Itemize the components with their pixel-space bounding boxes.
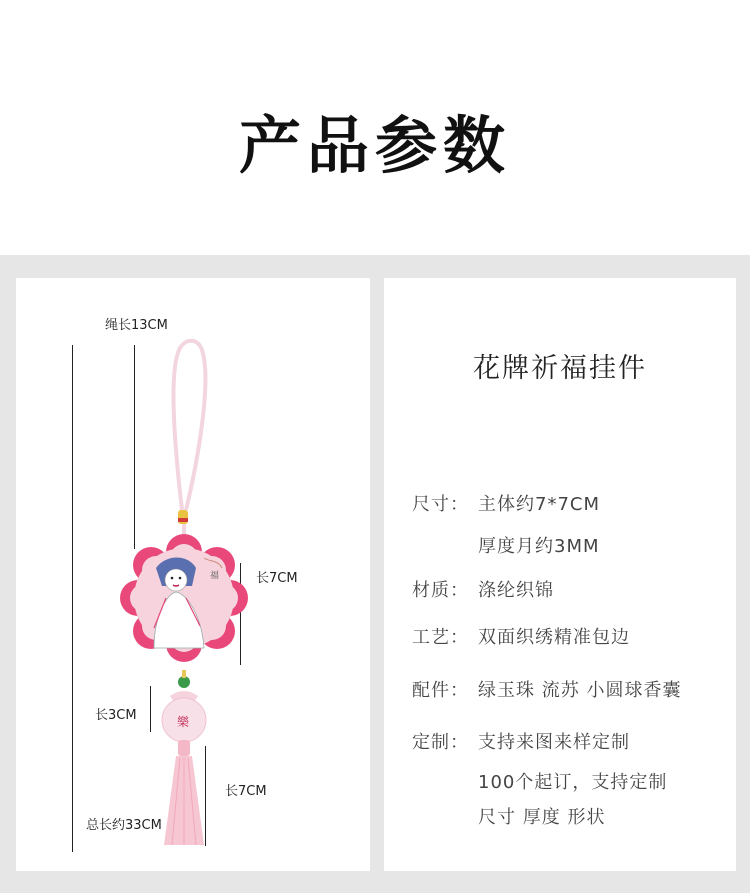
spec-row-accessories bbox=[412, 676, 681, 702]
svg-text:樂: 樂 bbox=[177, 715, 190, 729]
spec-value-accessories: 绿玉珠 流苏 小圆球香囊 bbox=[478, 680, 682, 701]
cord-loop bbox=[174, 341, 206, 510]
ball-length-label: 长3CM bbox=[95, 708, 137, 723]
header-section bbox=[0, 0, 750, 255]
spec-key-size: 尺寸： bbox=[412, 494, 469, 515]
spec-row-material bbox=[412, 576, 554, 602]
product-name: 花牌祈福挂件 bbox=[473, 353, 647, 384]
spec-value-size: 主体约7*7CM bbox=[478, 494, 601, 515]
charm-illustration bbox=[120, 330, 260, 860]
spec-key-craft: 工艺： bbox=[412, 627, 469, 648]
flower-medallion bbox=[120, 534, 248, 662]
page-title: 产品参数 bbox=[238, 109, 511, 182]
spec-value-custom-options: 尺寸 厚度 形状 bbox=[478, 807, 606, 828]
total-length-label: 总长约33CM bbox=[86, 818, 162, 833]
tassel bbox=[164, 740, 204, 845]
spec-key-custom: 定制： bbox=[412, 732, 469, 753]
body-length-label: 长7CM bbox=[256, 571, 298, 586]
cord-length-label: 绳长13CM bbox=[105, 318, 168, 333]
spec-value-craft: 双面织绣精准包边 bbox=[478, 627, 630, 648]
spec-key-material: 材质： bbox=[412, 580, 469, 601]
spec-value-moq: 100个起订，支持定制 bbox=[478, 772, 668, 793]
spec-key-accessories: 配件： bbox=[412, 680, 469, 701]
spec-value-custom: 支持来图来样定制 bbox=[478, 732, 630, 753]
spec-value-material: 涤纶织锦 bbox=[478, 580, 554, 601]
spec-row-custom bbox=[412, 728, 630, 754]
spec-value-thickness: 厚度月约3MM bbox=[478, 536, 600, 557]
svg-text:福: 福 bbox=[210, 571, 220, 581]
spec-row-craft bbox=[412, 623, 630, 649]
tassel-length-label: 长7CM bbox=[225, 784, 267, 799]
sachet-ball bbox=[162, 691, 206, 742]
spec-row-size bbox=[412, 490, 600, 516]
total-length-line bbox=[72, 345, 73, 852]
